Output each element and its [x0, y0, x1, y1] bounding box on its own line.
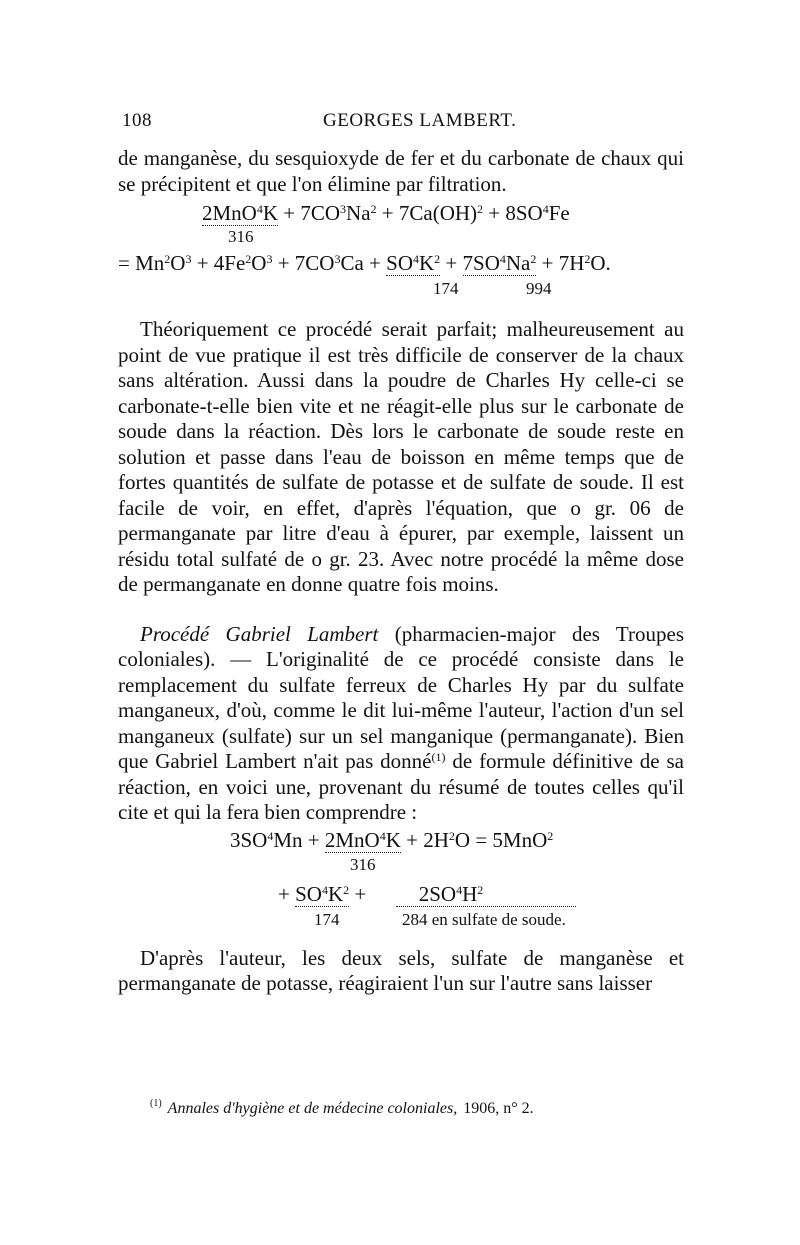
footnote-reference: (1) — [431, 750, 446, 764]
footnote — [150, 1098, 534, 1118]
paragraph-theory: Théoriquement ce procédé serait parfait; malheureusement au point de vue pratique il est très difficile de conserver de la chaux sans altération. Aussi dans la poudre de Charles Hy celle-ci se carbonate-t-elle bien vite et ne réagit-elle plus sur le carbonate de soude dans la réaction. Dès lors le carbonate de soude reste en solution et passe dans l'eau de boisson en même temps que de fortes quantités de sulfate de potasse et de sulfate de soude. Il est facile de voir, en effet, d'après l'équation, que o gr. 06 de permanganate par litre d'eau à épurer, par exemple, laissent un résidu total sulfaté de o gr. 23. Avec notre procédé la même dose de permanganate en donne quatre fois moins. — [118, 317, 684, 596]
eq2-permanganate-term: 2MnO$^4$K — [324, 827, 401, 852]
eq1-mass-994: 994 — [526, 279, 552, 298]
footnote-source: Annales d'hygiène et de médecine coloniales, — [167, 1100, 458, 1117]
running-title: GEORGES LAMBERT. — [323, 110, 517, 131]
eq2-mass-284: 284 en sulfate de soude. — [402, 909, 566, 929]
eq2-potassium-sulfate-term: $SO^4K^2$ — [295, 881, 350, 906]
eq2-mass-316: 316 — [350, 854, 376, 874]
eq2-sulfuric-acid-term: $2SO^4H^2$ — [418, 881, 484, 906]
equation-2-line-2: + $SO^4K^2$ + $2SO^4H^2$ — [278, 881, 484, 906]
page-body — [118, 146, 684, 997]
page-number: 108 — [122, 110, 152, 131]
paragraph-continuation: de manganèse, du sesquioxyde de fer et du carbonate de chaux qui se précipitent et que l'on élimine par filtration. — [118, 146, 684, 196]
eq1-mass-316: 316 — [228, 227, 254, 246]
equation-1-line-1: $2MnO^4K + 7CO^3Na^2 + 7Ca(OH)^2 + 8SO^4Fe$ — [202, 201, 570, 225]
paragraph-lambert-process — [118, 622, 684, 826]
eq1-sodium-sulfate-term: $7SO^4Na^2$ — [462, 251, 537, 275]
equation-1 — [118, 201, 684, 317]
eq1-mass-174: 174 — [433, 279, 459, 298]
paragraph-lambert-text-a: (pharmacien-major des Troupes coloniales). — L'originalité de ce procédé consiste dans le remplacement du sulfate ferreux de Charles Hy par du sulfate manganeux, d'où, comme le dit lui-même l'auteur, l'action d'un sel manganeux (sulfate) sur un sel manganique (permanganate). Bien que Gabriel Lambert n'ait pas donné — [118, 621, 685, 773]
process-name: Procédé Gabriel Lambert — [140, 621, 379, 646]
footnote-reference-detail: 1906, n° 2. — [463, 1100, 534, 1117]
eq2-dotted-rule — [396, 906, 576, 907]
equation-2-line-1: $3SO^4Mn + 2MnO^4K + 2H^2O = 5MnO^2$ — [230, 827, 554, 852]
section-gap — [118, 598, 684, 622]
eq1-permanganate-term: 2MnO$^4$K — [202, 201, 279, 225]
running-head — [118, 108, 684, 142]
paragraph-author-view: D'après l'auteur, les deux sels, sulfate de manganèse et permanganate de potasse, réagiraient l'un sur l'autre sans laisser — [118, 945, 684, 995]
paragraph-lambert-text-b: de formule définitive de sa réaction, en voici une, provenant du résumé de toutes celles qu'il cite et qui la fera bien comprendre : — [118, 749, 684, 824]
equation-1-line-2: = $Mn^2O^3 + 4Fe^2O^3 + 7CO^3Ca + SO^4K^2 + 7SO^4Na^2 + 7H^2O$. — [118, 251, 611, 275]
eq1-potassium-sulfate-term: $SO^4K^2$ — [386, 251, 441, 275]
eq2-mass-174: 174 — [314, 909, 340, 929]
footnote-mark: (1) — [150, 1098, 162, 1109]
equation-2 — [118, 828, 684, 946]
